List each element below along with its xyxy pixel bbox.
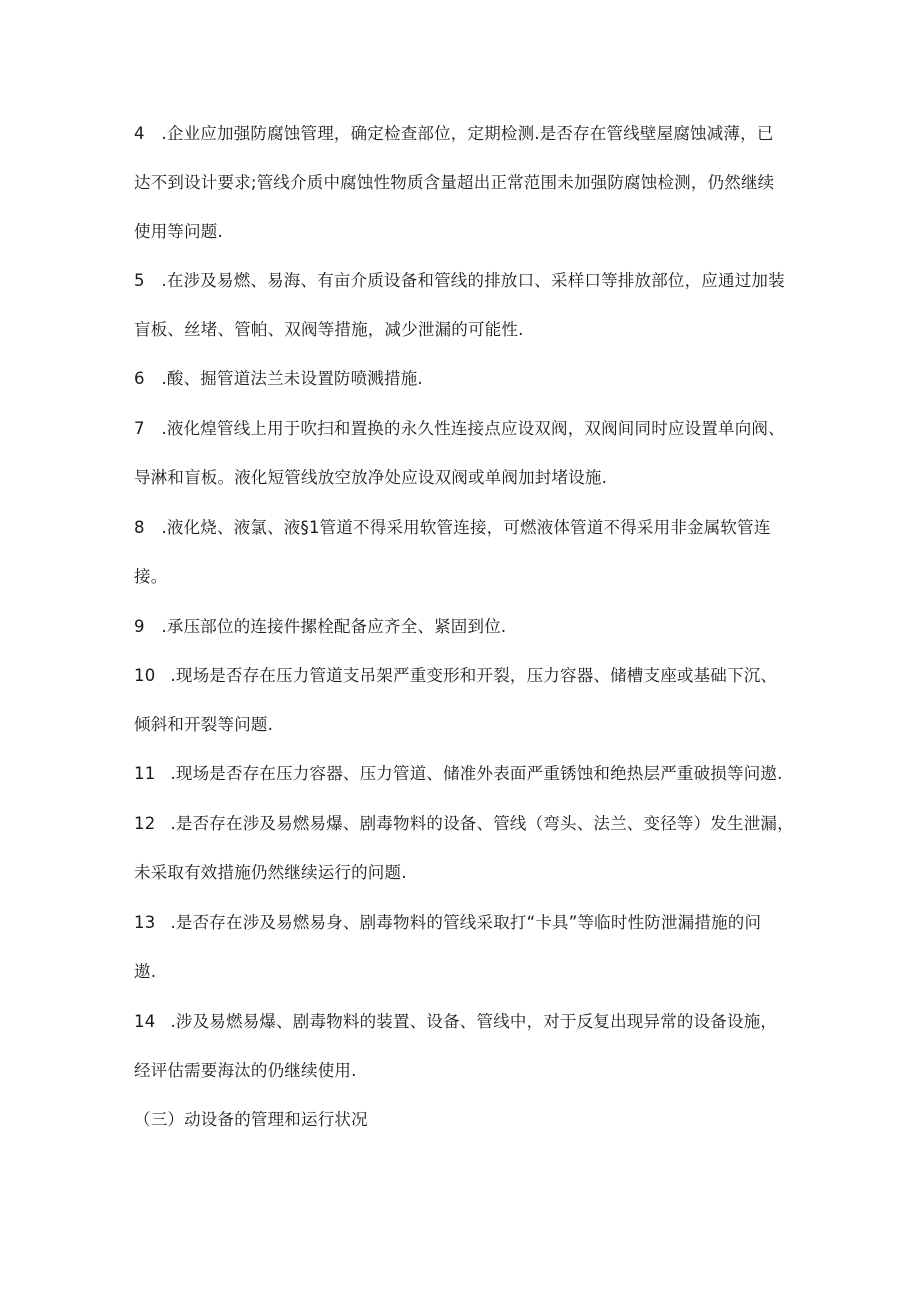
item-number: 10 xyxy=(134,666,156,685)
item-10-line-2: 倾斜和开裂等问题. xyxy=(134,715,274,734)
item-7-line-2: 导淋和盲板。液化短管线放空放净处应设双阀或单阀加封堵设施. xyxy=(134,468,608,487)
item-number: 8 xyxy=(134,518,145,537)
section-heading: （三）动设备的管理和运行状况 xyxy=(134,1110,368,1129)
item-7-line-1 xyxy=(134,419,785,439)
item-13-line-1 xyxy=(134,913,761,933)
item-text: .是否存在涉及易燃易爆、剧毒物料的设备、管线（弯头、法兰、变径等）发生泄漏， xyxy=(165,814,794,833)
item-number: 11 xyxy=(134,764,156,783)
item-9-line-1 xyxy=(134,617,506,637)
item-number: 12 xyxy=(134,814,156,833)
item-text: .现场是否存在压力容器、压力管道、储准外表面严重锈蚀和绝热层严重破损等问遨. xyxy=(165,764,783,783)
item-number: 4 xyxy=(134,124,145,143)
item-8-line-1 xyxy=(134,518,771,538)
item-5-line-2: 盲板、丝堵、管帕、双阀等措施，减少泄漏的可能性. xyxy=(134,320,524,339)
item-text: .涉及易燃易爆、剧毒物料的装置、设备、管线中，对于反复出现异常的设备设施， xyxy=(165,1012,778,1031)
item-12-line-1 xyxy=(134,814,794,834)
item-number: 7 xyxy=(134,419,145,438)
item-number: 13 xyxy=(134,913,156,932)
item-text: .液化烧、液氯、液§1管道不得采用软管连接，可燃液体管道不得采用非金属软管连 xyxy=(156,518,771,537)
item-text: .在涉及易燃、易海、有亩介质设备和管线的排放口、采样口等排放部位，应通过加装 xyxy=(156,271,785,290)
item-13-line-2: 遨. xyxy=(134,962,157,981)
item-number: 6 xyxy=(134,369,145,388)
item-14-line-2: 经评估需要海汰的仍继续使用. xyxy=(134,1061,357,1080)
item-text: .酸、掘管道法兰未设置防喷溅措施. xyxy=(156,369,423,388)
item-4-line-1 xyxy=(134,124,774,144)
item-4-line-2: 达不到设计要求;管线介质中腐蚀性物质含量超出正常范围未加强防腐蚀检测，仍然继续 xyxy=(134,173,775,192)
item-text: .现场是否存在压力管道支吊架严重变形和开裂，压力容器、储槽支座或基础下沉、 xyxy=(165,666,778,685)
item-text: .液化煌管线上用于吹扫和置换的永久性连接点应设双阀，双阀间同时应设置单向阀、 xyxy=(156,419,785,438)
item-text: .是否存在涉及易燃易身、剧毒物料的管线采取打“卡具”等临时性防泄漏措施的问 xyxy=(165,913,762,932)
item-4-line-3: 使用等问题. xyxy=(134,222,223,241)
item-text: .企业应加强防腐蚀管理，确定检查部位，定期检测.是否存在管线壁屋腐蚀减薄，已 xyxy=(156,124,774,143)
item-number: 14 xyxy=(134,1012,156,1031)
item-11-line-1 xyxy=(134,764,783,784)
item-8-line-2: 接。 xyxy=(134,567,168,586)
item-14-line-1 xyxy=(134,1012,777,1032)
item-number: 5 xyxy=(134,271,145,290)
item-12-line-2: 未采取有效措施仍然继续运行的问题. xyxy=(134,863,407,882)
item-10-line-1 xyxy=(134,666,777,686)
item-5-line-1 xyxy=(134,271,785,291)
item-number: 9 xyxy=(134,617,145,636)
item-6-line-1 xyxy=(134,369,423,389)
item-text: .承压部位的连接件摞栓配备应齐全、紧固到位. xyxy=(156,617,507,636)
